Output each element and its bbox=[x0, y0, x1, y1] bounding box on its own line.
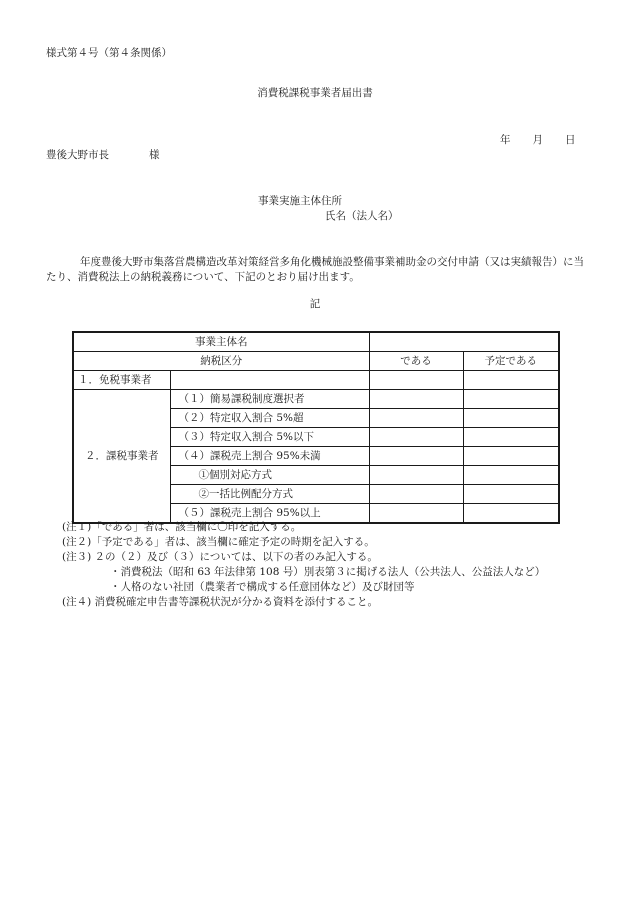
planned-cell[interactable] bbox=[463, 466, 559, 485]
note-4: (注４) 消費税確定申告書等課税状況が分かる資料を添付すること。 bbox=[62, 596, 379, 608]
notes-block bbox=[62, 520, 545, 610]
exempt-blank bbox=[170, 371, 369, 390]
note-2: (注２)「予定である」者は、該当欄に確定予定の時期を記入する。 bbox=[62, 536, 375, 548]
addressee bbox=[46, 149, 160, 162]
taxable-item: （３）特定収入割合 5%以下 bbox=[170, 428, 369, 447]
taxable-item: （４）課税売上割合 95%未満 bbox=[170, 447, 369, 466]
addressee-honorific: 様 bbox=[149, 149, 160, 161]
taxable-item: （５）課税売上割合 95%以上 bbox=[170, 504, 369, 524]
applicant-address-label: 事業実施主体住所 bbox=[258, 195, 342, 207]
exempt-planned-cell[interactable] bbox=[463, 371, 559, 390]
planned-cell[interactable] bbox=[463, 485, 559, 504]
date-line bbox=[500, 134, 576, 147]
entity-name-label: 事業主体名 bbox=[73, 332, 369, 352]
taxable-subitem: ①個別対応方式 bbox=[170, 466, 369, 485]
table-row bbox=[73, 332, 559, 352]
yes-cell[interactable] bbox=[369, 409, 463, 428]
ki-heading: 記 bbox=[309, 298, 321, 310]
planned-cell[interactable] bbox=[463, 447, 559, 466]
table-row bbox=[73, 371, 559, 390]
note-3: (注３) ２の（２）及び（３）については、以下の者のみ記入する。 bbox=[62, 551, 378, 563]
date-day: 日 bbox=[565, 134, 576, 146]
exempt-yes-cell[interactable] bbox=[369, 371, 463, 390]
addressee-name: 豊後大野市長 bbox=[46, 149, 109, 161]
note-3-item-2: ・人格のない社団（農業者で構成する任意団体など）及び財団等 bbox=[110, 581, 415, 593]
tax-status-table bbox=[72, 331, 560, 524]
taxable-item: （１）簡易課税制度選択者 bbox=[170, 390, 369, 409]
note-1: (注１)「である」者は、該当欄に〇印を記入する。 bbox=[62, 521, 302, 533]
category-header: 納税区分 bbox=[73, 352, 369, 371]
planned-cell[interactable] bbox=[463, 409, 559, 428]
document-title: 消費税課税事業者届出書 bbox=[257, 87, 373, 99]
yes-cell[interactable] bbox=[369, 485, 463, 504]
taxable-label: ２．課税事業者 bbox=[73, 390, 170, 524]
exempt-label: １．免税事業者 bbox=[73, 371, 170, 390]
yes-cell[interactable] bbox=[369, 466, 463, 485]
col-yes-header: である bbox=[369, 352, 463, 371]
note-3-item-1: ・消費税法（昭和 63 年法律第 108 号）別表第３に掲げる法人（公共法人、公益法人など） bbox=[110, 566, 546, 578]
yes-cell[interactable] bbox=[369, 428, 463, 447]
body-paragraph: 年度豊後大野市集落営農構造改革対策経営多角化機械施設整備事業補助金の交付申請（又は実績報告）に当たり、消費税法上の納税義務について、下記のとおり届け出ます。 bbox=[46, 256, 584, 283]
entity-name-field[interactable] bbox=[369, 332, 559, 352]
applicant-name-label: 氏名（法人名） bbox=[325, 210, 399, 222]
date-year: 年 bbox=[500, 134, 511, 146]
table-row bbox=[73, 390, 559, 409]
planned-cell[interactable] bbox=[463, 428, 559, 447]
yes-cell[interactable] bbox=[369, 390, 463, 409]
yes-cell[interactable] bbox=[369, 447, 463, 466]
col-planned-header: 予定である bbox=[463, 352, 559, 371]
taxable-item: （２）特定収入割合 5%超 bbox=[170, 409, 369, 428]
planned-cell[interactable] bbox=[463, 390, 559, 409]
date-month: 月 bbox=[532, 134, 543, 146]
table-row bbox=[73, 352, 559, 371]
form-number: 様式第４号（第４条関係） bbox=[46, 47, 172, 59]
taxable-subitem: ②一括比例配分方式 bbox=[170, 485, 369, 504]
